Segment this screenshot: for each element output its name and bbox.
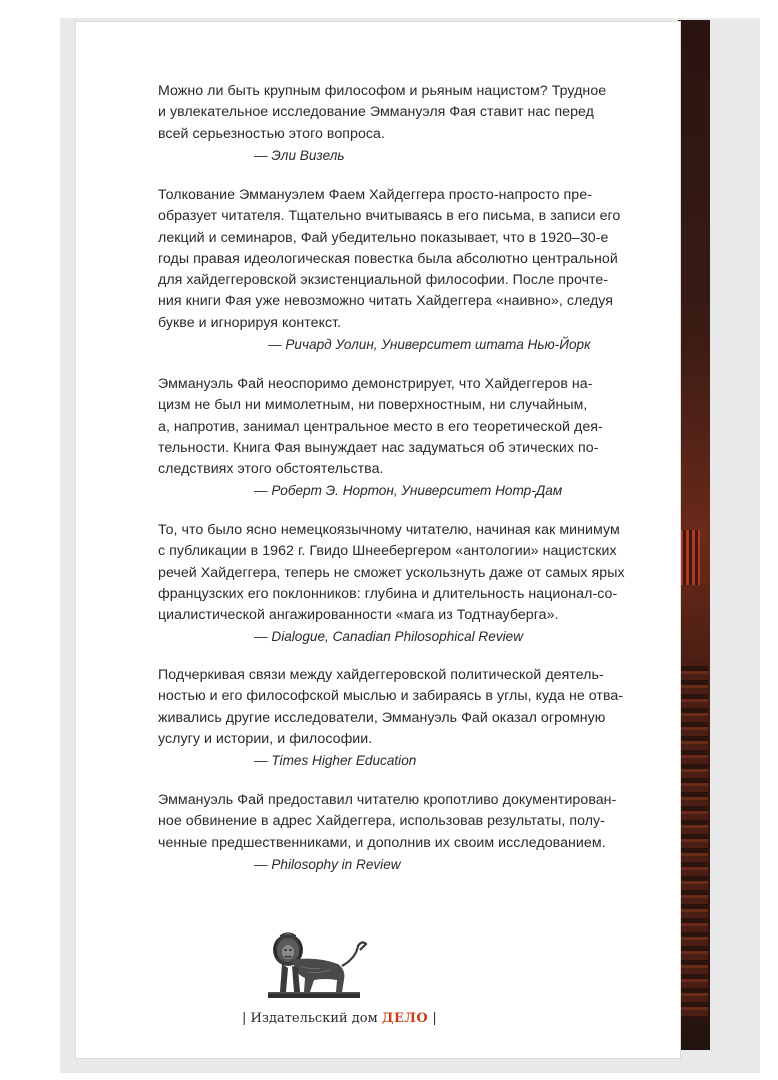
blurb-attribution: — Philosophy in Review (254, 856, 401, 872)
blurb-attribution: — Times Higher Education (254, 753, 417, 769)
blurb-attribution: — Роберт Э. Нортон, Университет Нотр-Дам (254, 483, 563, 499)
blurb-attribution: — Ричард Уолин, Университет штата Нью-Йорк (268, 337, 591, 353)
blurb-quote: То, что было ясно немецкоязычному читателю, начиная как минимум с публикации в 1962 г. Гвидо Шнеебергером «антологии» нацистских речей Хайдеггера, теперь не сможет ускользнуть даже от самых ярых французских его поклонников: глубина и длительность национал-со- циалистической ангажированности «мага из Тодтнауберга». (158, 522, 625, 624)
blurb-quote: Эммануэль Фай неоспоримо демонстрирует, что Хайдеггеров на- цизм не был ни мимолетным, ни поверхностным, ни случайным, а, напротив, занимал центральное место в его теоретической дея- тельности. Книга Фая вынуждает нас задуматься об этических по- следствиях этого обстоятельства. (158, 376, 603, 478)
blurb-4 (158, 520, 658, 647)
lion-logo-icon (244, 930, 374, 1002)
publisher-imprint: | Издательский дом ДЕЛО | (242, 1011, 437, 1026)
blurb-quote: Эммануэль Фай предоставил читателю кропотливо документирован- ное обвинение в адрес Хайдеггера, использовав результаты, полу- ченные предшественниками, и дополнив их своим исследованием. (158, 792, 617, 851)
blurb-5 (158, 665, 658, 771)
back-cover (76, 22, 680, 1058)
blurb-attribution: — Эли Визель (254, 147, 345, 163)
blurb-3 (158, 374, 658, 501)
blurb-quote: Толкование Эммануэлем Фаем Хайдеггера просто-напросто пре- образует читателя. Тщательно вчитываясь в его письма, в записи его лекций и семинаров, Фай убедительно показывает, что в 1920–30-е годы правая идеологическая повестка была абсолютно центральной для хайдеггеровской экзистенциальной философии. После прочте- ния книги Фая уже невозможно читать Хайдеггера «наивно», следуя букве и игнорируя контекст. (158, 187, 621, 331)
spine-texture (680, 660, 708, 1020)
blurb-6 (158, 790, 658, 875)
publisher-accent: ДЕЛО (381, 1011, 429, 1026)
blurb-quote: Можно ли быть крупным философом и рьяным нацистом? Трудное и увлекательное исследование Эммануэля Фая ставит нас перед всей серьезностью этого вопроса. (158, 83, 607, 142)
spine-marking (680, 530, 700, 585)
blurb-quote: Подчеркивая связи между хайдеггеровской политической деятель- ностью и его философской мыслью и забираясь в углы, куда не отва- живались другие исследователи, Эммануэль Фай оказал огромную услугу и истории, и философии. (158, 667, 624, 747)
blurb-2 (158, 185, 658, 355)
blurb-1 (158, 81, 658, 166)
blurb-attribution: — Dialogue, Canadian Philosophical Review (254, 629, 524, 645)
